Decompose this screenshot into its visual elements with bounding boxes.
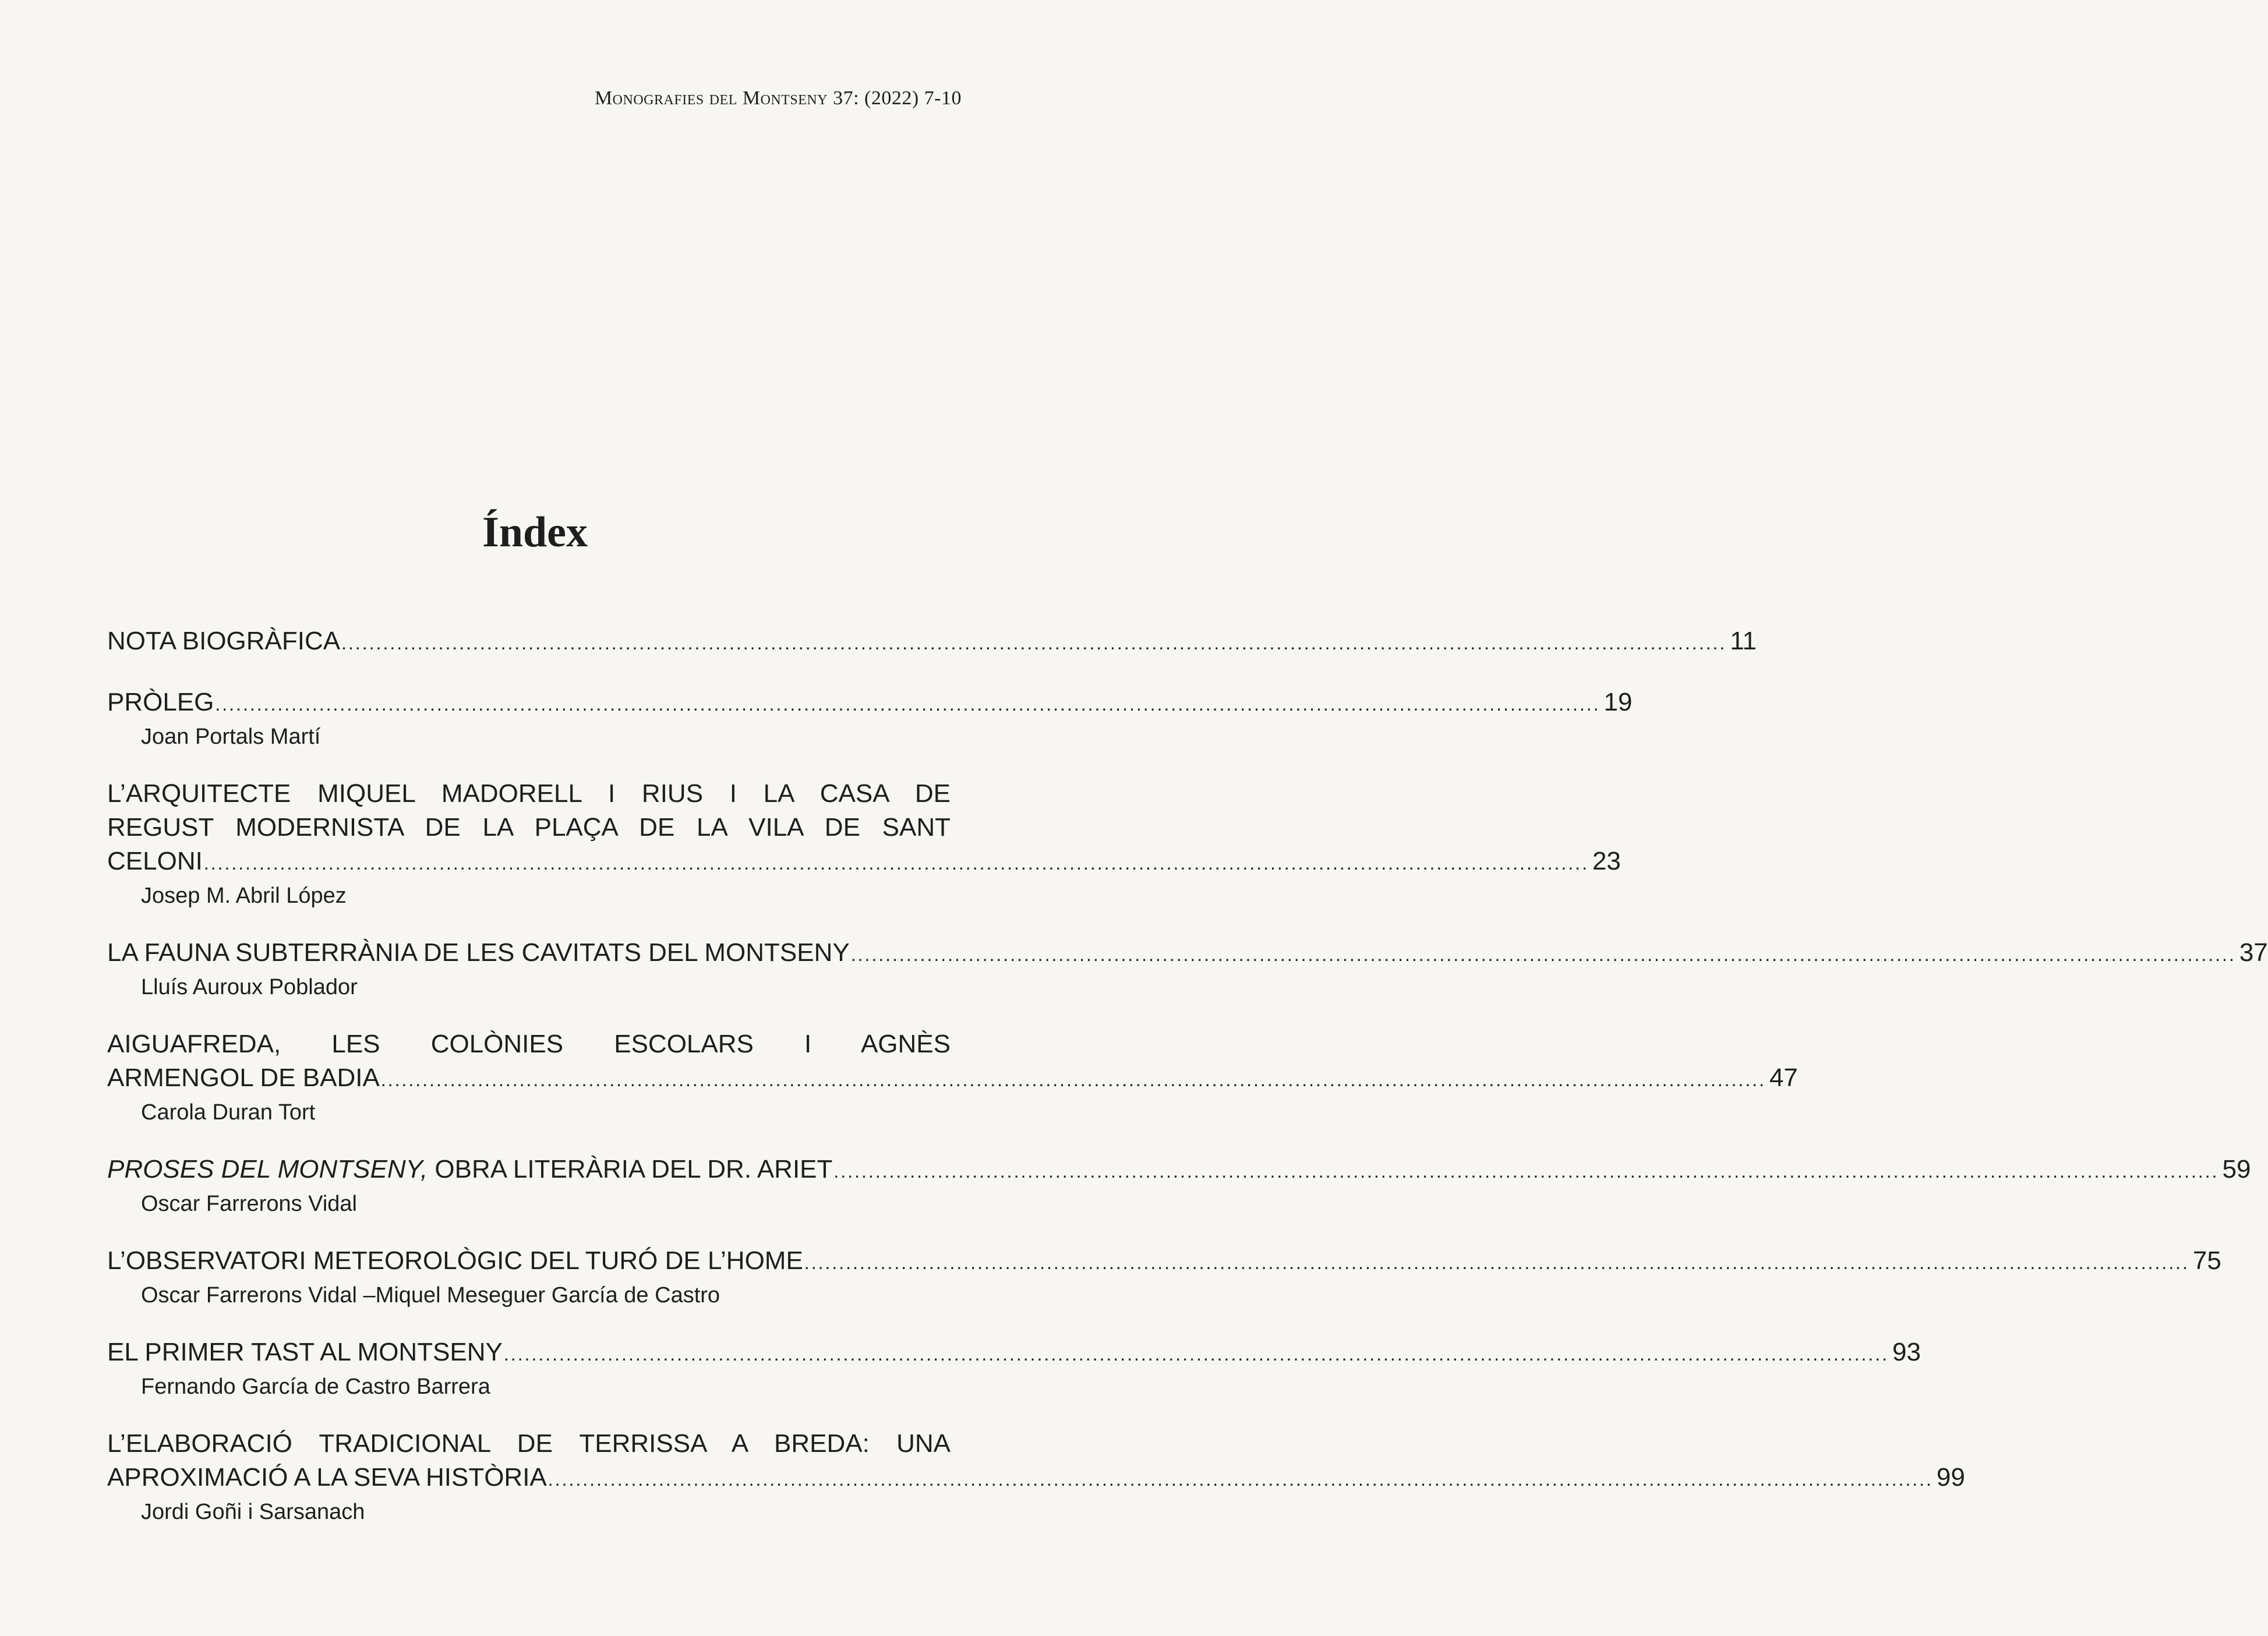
toc-entry[interactable] — [107, 624, 1757, 660]
toc-entry-author: Fernando García de Castro Barrera — [141, 1374, 490, 1399]
toc-page-number: 99 — [1936, 1463, 1965, 1492]
toc-entry[interactable] — [107, 686, 1633, 751]
toc-entry-title: EL PRIMER TAST AL MONTSENY — [107, 1338, 503, 1366]
running-head: Monografies del Montseny 37: (2022) 7-10 — [594, 87, 962, 109]
toc-page-number: 59 — [2222, 1155, 2251, 1183]
toc-entry[interactable] — [107, 1335, 1921, 1401]
toc-page-number: 93 — [1892, 1338, 1921, 1366]
toc-entry-title: L’OBSERVATORI METEOROLÒGIC DEL TURÓ DE L’HOME — [107, 1246, 803, 1275]
page-title: Índex — [482, 508, 588, 556]
toc-entry-title — [107, 1153, 832, 1186]
toc-page-number: 19 — [1603, 688, 1633, 716]
toc-entry-author: Carola Duran Tort — [141, 1100, 316, 1125]
toc-entry-author: Josep M. Abril López — [141, 884, 347, 908]
table-of-contents — [107, 624, 2268, 1552]
toc-entry-title-italic: PROSES DEL MONTSENY, — [107, 1155, 428, 1183]
toc-entry-author: Oscar Farrerons Vidal –Miquel Meseguer García de Castro — [141, 1283, 720, 1308]
dot-leader: ........................................................................................................................................................................................................ — [833, 1161, 2219, 1182]
toc-page-number: 37 — [2239, 938, 2268, 967]
toc-entry[interactable] — [107, 1027, 1798, 1127]
dot-leader: ........................................................................................................................................................................................................ — [380, 1069, 1766, 1090]
toc-entry-title: LA FAUNA SUBTERRÀNIA DE LES CAVITATS DEL MONTSENY — [107, 938, 850, 967]
dot-leader: ........................................................................................................................................................................................................ — [341, 633, 1727, 653]
toc-entry[interactable] — [107, 1153, 2251, 1218]
toc-entry-title-line: REGUST MODERNISTA DE LA PLAÇA DE LA VILA DE SANT — [107, 813, 951, 842]
toc-page-number: 11 — [1730, 627, 1757, 655]
toc-entry-title-line: CELONI — [107, 847, 203, 875]
dot-leader: ........................................................................................................................................................................................................ — [503, 1344, 1889, 1365]
toc-entry-author: Oscar Farrerons Vidal — [141, 1192, 357, 1216]
toc-entry-title-line: ARMENGOL DE BADIA — [107, 1063, 380, 1092]
toc-entry-author: Lluís Auroux Poblador — [141, 975, 358, 999]
toc-page-number: 23 — [1592, 847, 1621, 875]
toc-page-number: 75 — [2192, 1246, 2221, 1275]
toc-entry-title-line: APROXIMACIÓ A LA SEVA HISTÒRIA — [107, 1463, 547, 1492]
dot-leader: ........................................................................................................................................................................................................ — [547, 1469, 1933, 1490]
dot-leader: ........................................................................................................................................................................................................ — [804, 1252, 2189, 1273]
toc-entry-title-line: L’ARQUITECTE MIQUEL MADORELL I RIUS I LA CASA DE — [107, 779, 951, 808]
dot-leader: ........................................................................................................................................................................................................ — [203, 853, 1589, 874]
toc-entry[interactable] — [107, 1427, 1965, 1527]
toc-page-number: 47 — [1769, 1063, 1798, 1092]
toc-entry[interactable] — [107, 1244, 2221, 1310]
dot-leader: ........................................................................................................................................................................................................ — [215, 694, 1601, 715]
dot-leader: ........................................................................................................................................................................................................ — [850, 944, 2236, 965]
toc-entry[interactable] — [107, 936, 2268, 1002]
toc-entry-author: Joan Portals Martí — [141, 725, 321, 749]
toc-entry[interactable] — [107, 777, 1621, 910]
toc-entry-title-rest: OBRA LITERÀRIA DEL DR. ARIET — [428, 1155, 833, 1183]
toc-entry-title-line: L’ELABORACIÓ TRADICIONAL DE TERRISSA A BREDA: UNA — [107, 1429, 951, 1458]
toc-entry-title: NOTA BIOGRÀFICA — [107, 627, 341, 655]
toc-entry-title: PRÒLEG — [107, 688, 214, 716]
toc-entry-author: Jordi Goñi i Sarsanach — [141, 1500, 365, 1524]
toc-entry-title-line: AIGUAFREDA, LES COLÒNIES ESCOLARS I AGNÈS — [107, 1030, 951, 1058]
